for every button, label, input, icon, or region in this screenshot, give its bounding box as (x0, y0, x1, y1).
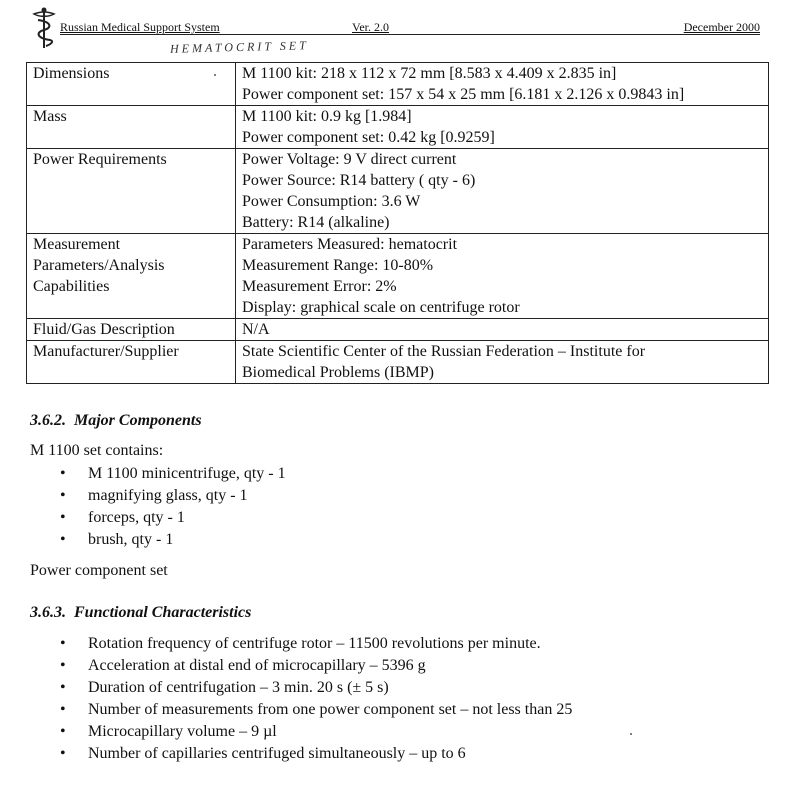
row-value: Power Consumption: 3.6 W (242, 193, 421, 210)
header-version: Ver. 2.0 (352, 20, 389, 34)
row-value: Parameters Measured: hematocrit (242, 236, 458, 253)
list-item: • Number of measurements from one power component set – not less than 25 (88, 699, 572, 721)
row-key: Mass (27, 106, 236, 149)
list-item: • magnifying glass, qty - 1 (88, 485, 286, 507)
caduceus-icon (30, 6, 60, 50)
row-value: Biomedical Problems (IBMP) (242, 364, 434, 381)
row-values (236, 106, 769, 149)
row-value: Measurement Error: 2% (242, 278, 397, 295)
table-row-measurement (27, 234, 769, 319)
section-number: 3.6.2. (30, 412, 66, 429)
list-item: • Rotation frequency of centrifuge rotor – 11500 revolutions per minute. (88, 633, 572, 655)
handwritten-note: HEMATOCRIT SET (169, 38, 309, 56)
components-list (88, 463, 286, 551)
row-values (236, 234, 769, 319)
components-intro: M 1100 set contains: (30, 442, 164, 459)
section-heading-major-components (30, 412, 202, 430)
table-row-mass (27, 106, 769, 149)
header-date: December 2000 (683, 20, 760, 34)
section-title: Major Components (74, 412, 202, 429)
row-value: N/A (242, 321, 270, 338)
row-value: Measurement Range: 10-80% (242, 257, 434, 274)
section-title: Functional Characteristics (74, 604, 252, 621)
row-value: State Scientific Center of the Russian Federation – Institute for (242, 343, 646, 360)
row-key (27, 234, 236, 319)
row-value: Display: graphical scale on centrifuge rotor (242, 299, 520, 316)
table-row-manufacturer (27, 341, 769, 384)
row-value: Power Voltage: 9 V direct current (242, 151, 457, 168)
row-key: Fluid/Gas Description (27, 319, 236, 341)
header-rule (60, 34, 760, 35)
row-value: Power component set: 157 x 54 x 25 mm [6.181 x 2.126 x 0.9843 in] (242, 86, 685, 103)
row-key: Manufacturer/Supplier (27, 341, 236, 384)
row-value: Battery: R14 (alkaline) (242, 214, 390, 231)
row-key-line: Measurement (33, 236, 121, 253)
characteristics-list (88, 633, 572, 765)
list-item: • M 1100 minicentrifuge, qty - 1 (88, 463, 286, 485)
list-item: • forceps, qty - 1 (88, 507, 286, 529)
scan-speck (630, 733, 632, 735)
components-outro: Power component set (30, 562, 168, 579)
row-value: Power component set: 0.42 kg [0.9259] (242, 129, 495, 146)
list-item: • Acceleration at distal end of microcapillary – 5396 g (88, 655, 572, 677)
list-item: • Microcapillary volume – 9 µl (88, 721, 572, 743)
list-item: • Number of capillaries centrifuged simultaneously – up to 6 (88, 743, 572, 765)
row-value: M 1100 kit: 218 x 112 x 72 mm [8.583 x 4.409 x 2.835 in] (242, 65, 617, 82)
table-row-dimensions (27, 63, 769, 106)
row-values (236, 149, 769, 234)
list-item: • brush, qty - 1 (88, 529, 286, 551)
row-value: Power Source: R14 battery ( qty - 6) (242, 172, 476, 189)
section-number: 3.6.3. (30, 604, 66, 621)
table-row-fluid-gas (27, 319, 769, 341)
row-values (236, 319, 769, 341)
row-value: M 1100 kit: 0.9 kg [1.984] (242, 108, 412, 125)
table-row-power-requirements (27, 149, 769, 234)
scan-speck (214, 74, 216, 76)
specs-table (26, 62, 769, 384)
list-item: • Duration of centrifugation – 3 min. 20 s (± 5 s) (88, 677, 572, 699)
section-heading-functional-characteristics (30, 604, 251, 622)
row-key: Dimensions (27, 63, 236, 106)
header-system-name: Russian Medical Support System (60, 20, 220, 34)
row-values (236, 63, 769, 106)
row-key-line: Capabilities (33, 278, 110, 295)
row-values (236, 341, 769, 384)
row-key: Power Requirements (27, 149, 236, 234)
row-key-line: Parameters/Analysis (33, 257, 165, 274)
